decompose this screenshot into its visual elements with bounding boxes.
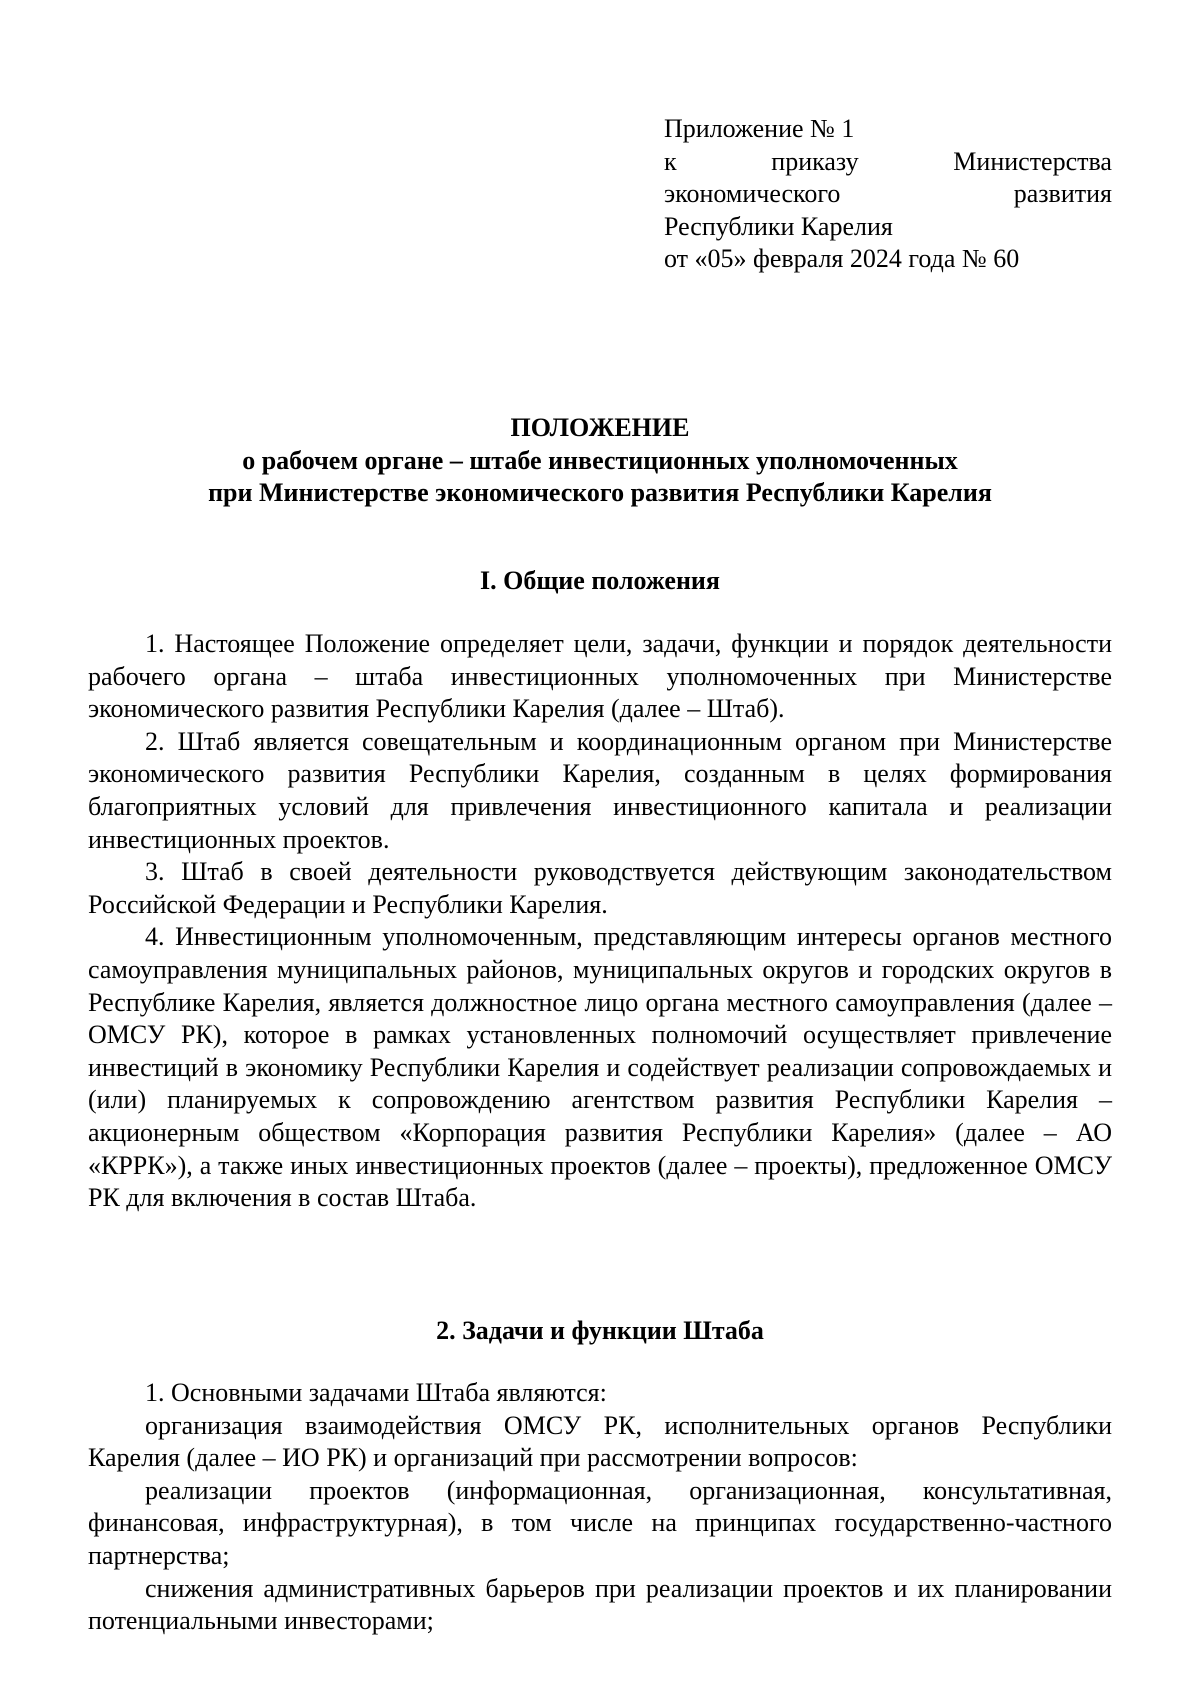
paragraph: 3. Штаб в своей деятельности руководствуется действующим законодательством Российской Федерации и Республики Карелия. (88, 857, 1112, 919)
annex-word: развития (1013, 179, 1112, 208)
title-main: ПОЛОЖЕНИЕ (510, 413, 690, 442)
annex-word: Министерства (953, 146, 1112, 176)
annex-word: экономического (664, 179, 841, 208)
annex-word: к (664, 146, 677, 176)
title-subtitle-2: при Министерстве экономического развития Республики Карелия (208, 478, 992, 507)
section-tasks-body (88, 1377, 1112, 1638)
section-heading-tasks: 2. Задачи и функции Штаба (436, 1316, 764, 1345)
title-subtitle-1: о рабочем органе – штабе инвестиционных уполномоченных (242, 445, 958, 475)
paragraph: 1. Настоящее Положение определяет цели, задачи, функции и порядок деятельности рабочего органа – штаба инвестиционных уполномоченных при Министерстве экономического развития Республики Карелия (далее – Штаб). (88, 629, 1112, 724)
document-title (88, 412, 1112, 510)
annex-header (664, 113, 1112, 276)
section-general-body (88, 628, 1112, 1215)
paragraph: 2. Штаб является совещательным и координационным органом при Министерстве экономического развития Республики Карелия, созданным в целях формирования благоприятных условий для привлечения инвестиционного капитала и реализации инвестиционных проектов. (88, 726, 1112, 854)
paragraph: 4. Инвестиционным уполномоченным, представляющим интересы органов местного самоуправления муниципальных районов, муниципальных округов и городских округов в Республике Карелия, является должностное лицо органа местного самоуправления (далее – ОМСУ РК), которое в рамках установленных полномочий осуществляет привлечение инвестиций в экономику Республики Карелия и содействует реализации сопровождаемых и (или) планируемых к сопровождению агентством развития Республики Карелия – акционерным обществом «Корпорация развития Республики Карелия» (далее – АО «КРРК»), а также иных инвестиционных проектов (далее – проекты), предложенное ОМСУ РК для включения в состав Штаба. (88, 922, 1112, 1213)
paragraph: организация взаимодействия ОМСУ РК, исполнительных органов Республики Карелия (далее – ИО РК) и организаций при рассмотрении вопросов: (88, 1410, 1112, 1473)
paragraph: снижения административных барьеров при реализации проектов и их планировании потенциальными инвесторами; (88, 1573, 1112, 1636)
annex-republic-line: Республики Карелия (664, 211, 893, 241)
annex-word: приказу (771, 146, 859, 176)
annex-order-line (664, 146, 1112, 179)
annex-ministry-line (664, 178, 1112, 211)
paragraph: реализации проектов (информационная, организационная, консультативная, финансовая, инфраструктурная), в том числе на принципах государственно-частного партнерства; (88, 1475, 1112, 1570)
annex-date-line: от «05» февраля 2024 года № 60 (664, 244, 1020, 273)
section-heading-general: I. Общие положения (480, 566, 720, 595)
paragraph: 1. Основными задачами Штаба являются: (145, 1378, 607, 1407)
annex-number: Приложение № 1 (664, 114, 855, 143)
